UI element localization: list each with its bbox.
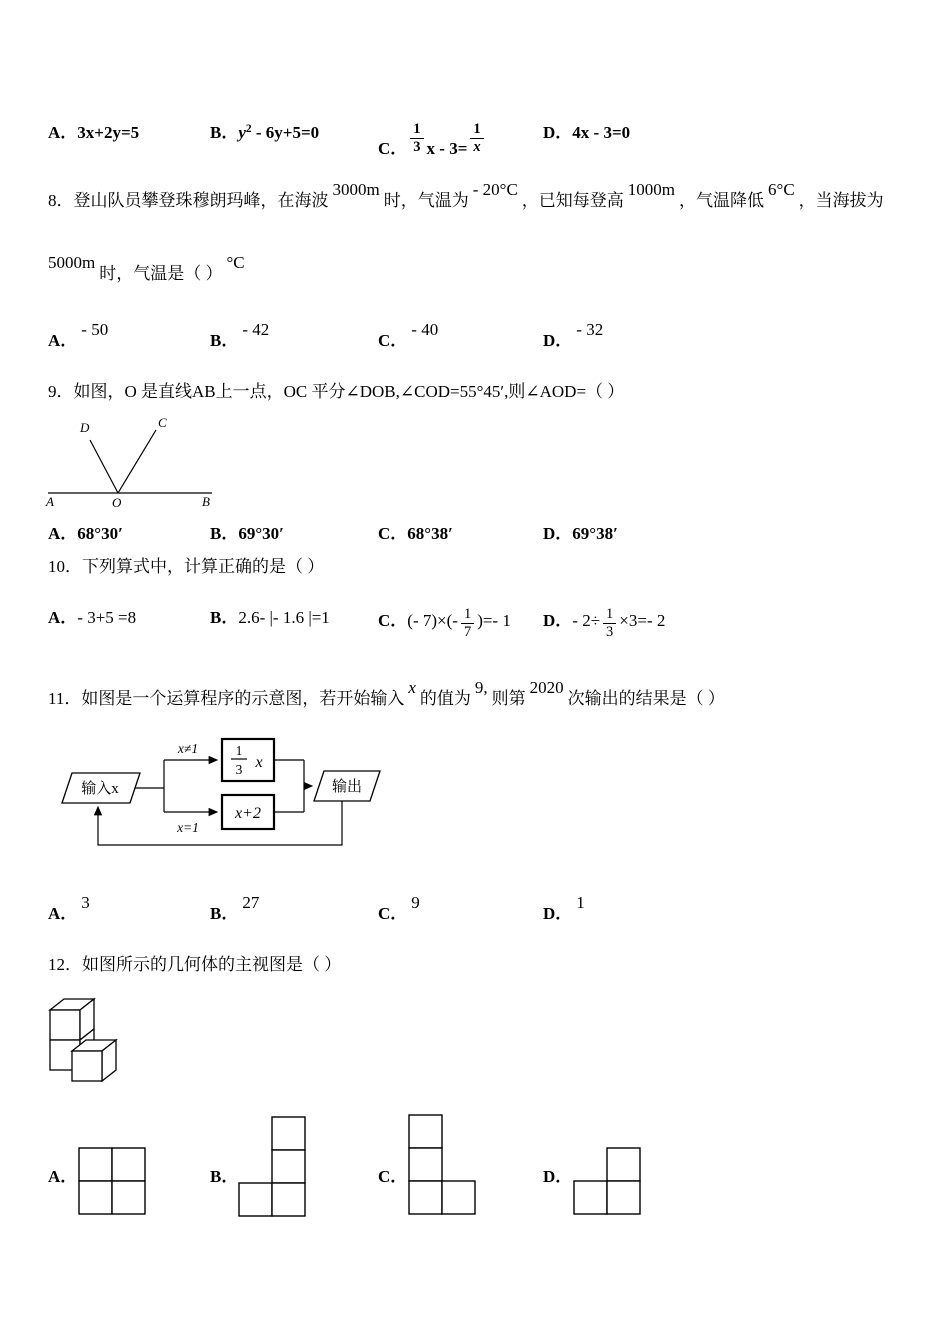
option-formula: 4x - 3=0 xyxy=(572,123,631,142)
option-value: 2.6- |- 1.6 |=1 xyxy=(238,608,330,627)
option-label: A． xyxy=(48,331,78,350)
math-value: - 20°C xyxy=(472,180,518,199)
q10-option-d xyxy=(543,607,665,640)
q12-option-b-figure xyxy=(238,1116,308,1219)
cube-front-face xyxy=(72,1051,102,1081)
math-value: 6°C xyxy=(768,180,795,199)
option-label: B． xyxy=(210,524,239,543)
math-value: 2020 xyxy=(529,678,564,697)
q8-text-line2 xyxy=(48,253,249,285)
point-label-D: D xyxy=(80,420,90,435)
option-label: D． xyxy=(543,611,573,631)
grid-cell xyxy=(442,1181,475,1214)
option-label: B． xyxy=(210,904,239,923)
option-label: D． xyxy=(543,331,573,350)
option-value: 3 xyxy=(81,893,90,912)
box1-variable: x xyxy=(255,754,263,771)
option-value: 69°30′ xyxy=(238,524,284,543)
point-label-B: B xyxy=(202,494,210,509)
q8-option-a xyxy=(48,320,112,352)
q7-option-c xyxy=(378,122,487,160)
q9-option-d xyxy=(543,523,618,545)
numerator: 1 xyxy=(603,607,616,624)
q10-option-c xyxy=(378,607,511,640)
fraction xyxy=(461,607,474,640)
denominator: 7 xyxy=(463,624,472,641)
math-value: 9, xyxy=(474,678,488,697)
box1-frac-numerator: 1 xyxy=(235,743,243,758)
option-label: D． xyxy=(543,904,573,923)
option-value: 27 xyxy=(242,893,260,912)
grid-cell xyxy=(79,1148,112,1181)
point-label-O: O xyxy=(112,495,122,510)
q12-option-b-label: B． xyxy=(210,1167,239,1186)
option-value: 68°30′ xyxy=(77,524,123,543)
option-formula-base: y xyxy=(238,123,246,142)
math-value: x xyxy=(408,678,416,697)
option-value: - 40 xyxy=(411,320,439,339)
option-label: B． xyxy=(210,331,239,350)
denominator: 3 xyxy=(606,624,614,641)
q8-text-line1 xyxy=(48,180,884,212)
math-value: 3000m xyxy=(332,180,380,199)
grid-cell xyxy=(272,1150,305,1183)
q8-option-d xyxy=(543,320,607,352)
option-value: 1 xyxy=(576,893,585,912)
box2-label: x+2 xyxy=(235,805,261,822)
option-label: A． xyxy=(48,904,78,923)
q8-option-b xyxy=(210,320,273,352)
option-value: - 32 xyxy=(576,320,604,339)
q9-option-b xyxy=(210,523,284,545)
grid-cell xyxy=(409,1115,442,1148)
fraction xyxy=(410,122,423,155)
q12-option-c-figure xyxy=(408,1114,478,1217)
q10-option-b xyxy=(210,607,330,629)
option-formula: 3x+2y=5 xyxy=(77,123,140,142)
option-label: C． xyxy=(378,611,408,631)
q12-option-d-label: D． xyxy=(543,1167,573,1186)
text-run: 次输出的结果是（ ） xyxy=(567,689,725,708)
q10-option-a xyxy=(48,607,136,629)
grid-cell xyxy=(112,1148,145,1181)
condition-label-bottom: x=1 xyxy=(177,820,199,835)
point-label-A: A xyxy=(46,494,54,509)
text-run: 如图是一个运算程序的示意图，若开始输入 xyxy=(81,689,405,708)
grid-cell xyxy=(79,1181,112,1214)
q9-option-c xyxy=(378,523,453,545)
option-formula-rest: - 6y+5=0 xyxy=(251,123,320,142)
option-label: A． xyxy=(48,608,78,627)
q10-text: 10．下列算式中，计算正确的是（ ） xyxy=(48,557,325,576)
denominator: x xyxy=(473,139,481,156)
q12-text: 12．如图所示的几何体的主视图是（ ） xyxy=(48,955,342,974)
denominator: 3 xyxy=(413,139,421,156)
flowchart-input-label: 输入x xyxy=(81,781,119,797)
text-run: 登山队员攀登珠穆朗玛峰，在海波 xyxy=(73,191,329,210)
fraction xyxy=(470,122,483,155)
q11-text xyxy=(48,678,725,710)
math-value: °C xyxy=(226,253,245,272)
q8-option-c xyxy=(378,320,442,352)
option-value: - 42 xyxy=(242,320,270,339)
text-run: 时，气温为 xyxy=(383,191,469,210)
q12-option-d-figure xyxy=(573,1147,643,1217)
option-label: C． xyxy=(378,904,408,923)
q9-angle-figure xyxy=(44,414,224,509)
q11-option-c xyxy=(378,893,424,925)
ray-OC xyxy=(118,430,156,493)
process-box-1 xyxy=(222,739,274,781)
option-value: 9 xyxy=(411,893,420,912)
cube-front-face xyxy=(50,1010,80,1040)
option-label: D． xyxy=(543,524,573,543)
math-value: 1000m xyxy=(627,180,676,199)
option-label: B． xyxy=(210,123,239,142)
grid-cell xyxy=(607,1181,640,1214)
q12-option-a-figure xyxy=(78,1147,148,1217)
option-formula-post: ×3=- 2 xyxy=(619,611,666,631)
math-value: 5000m xyxy=(48,253,96,272)
flowchart-output-label: 输出 xyxy=(331,779,363,795)
fraction xyxy=(603,607,616,640)
grid-cell xyxy=(112,1181,145,1214)
q7-option-b xyxy=(210,122,319,144)
option-label: A． xyxy=(48,524,78,543)
option-label: C． xyxy=(378,139,408,159)
option-value: 69°38′ xyxy=(572,524,618,543)
text-run: ，当海拔为 xyxy=(798,191,884,210)
q9-option-a xyxy=(48,523,123,545)
numerator: 1 xyxy=(461,607,474,624)
q12-solid-figure xyxy=(45,982,145,1090)
numerator: 1 xyxy=(470,122,483,139)
option-value: - 3+5 =8 xyxy=(77,608,137,627)
option-formula-pre: - 2÷ xyxy=(572,611,601,631)
text-run: 则第 xyxy=(491,689,526,708)
ray-OD xyxy=(90,440,118,493)
option-formula-mid: x - 3= xyxy=(426,139,468,159)
option-value: 68°38′ xyxy=(407,524,453,543)
text-run: ，气温降低 xyxy=(679,191,765,210)
numerator: 1 xyxy=(410,122,423,139)
text-run: 时，气温是（ ） xyxy=(99,264,223,283)
grid-cell xyxy=(272,1117,305,1150)
option-label: C． xyxy=(378,524,408,543)
option-formula-exponent: 2 xyxy=(245,123,252,135)
grid-cell xyxy=(409,1181,442,1214)
option-label: D． xyxy=(543,123,573,142)
q7-option-d xyxy=(543,122,630,144)
feedback-loop-line xyxy=(98,801,342,845)
option-value: - 50 xyxy=(81,320,109,339)
grid-cell xyxy=(607,1148,640,1181)
q11-flowchart-figure xyxy=(58,733,398,858)
grid-cell xyxy=(239,1183,272,1216)
question-number: 11． xyxy=(48,689,82,708)
option-label: A． xyxy=(48,123,78,142)
grid-cell xyxy=(272,1183,305,1216)
q7-option-a xyxy=(48,122,139,144)
q11-option-a xyxy=(48,893,94,925)
q11-option-b xyxy=(210,893,263,925)
option-formula-pre: (- 7)×(- xyxy=(407,611,458,631)
q11-option-d xyxy=(543,893,589,925)
option-label: C． xyxy=(378,331,408,350)
text-run: ，已知每登高 xyxy=(521,191,624,210)
condition-label-top: x≠1 xyxy=(177,741,199,756)
point-label-C: C xyxy=(158,415,167,430)
q12-option-c-label: C． xyxy=(378,1167,408,1186)
grid-cell xyxy=(409,1148,442,1181)
box1-frac-denominator: 3 xyxy=(235,762,243,777)
q12-option-a-label: A． xyxy=(48,1167,78,1186)
option-label: B． xyxy=(210,608,239,627)
option-formula-post: )=- 1 xyxy=(477,611,511,631)
grid-cell xyxy=(574,1181,607,1214)
text-run: 的值为 xyxy=(419,689,471,708)
q9-text: 9．如图，O 是直线AB上一点，OC 平分∠DOB,∠COD=55°45′,则∠AOD=（ ） xyxy=(48,382,625,401)
question-number: 8． xyxy=(48,191,74,210)
